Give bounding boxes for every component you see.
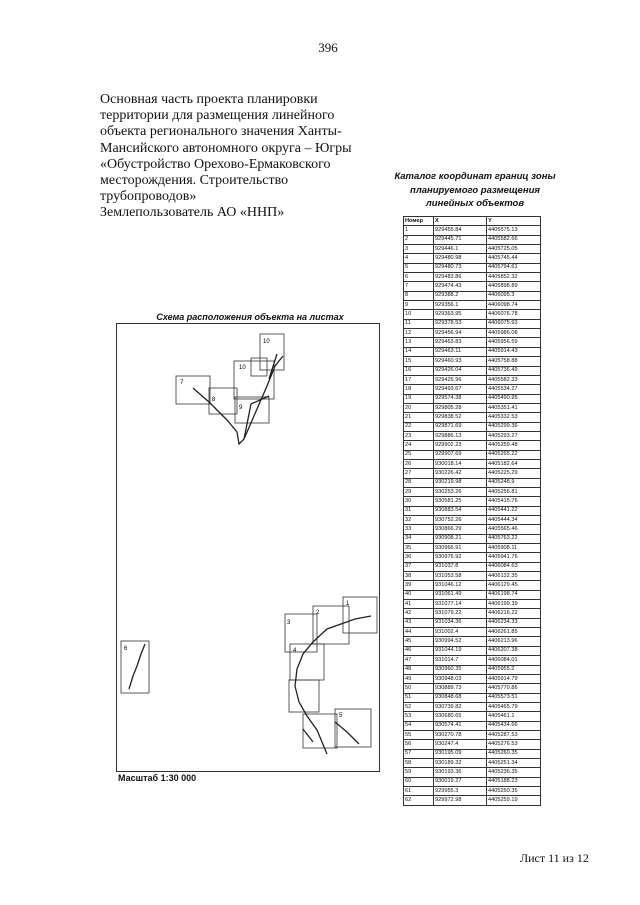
table-row <box>404 310 541 319</box>
cell-x: 930189.32 <box>434 758 487 767</box>
cell-number: 15 <box>404 357 434 366</box>
cell-y: 4406198.74 <box>487 590 541 599</box>
sheet-frame-5b <box>303 714 337 748</box>
cell-y: 4405465.79 <box>487 702 541 711</box>
table-row <box>404 674 541 683</box>
table-row <box>404 656 541 665</box>
cell-x: 929456.94 <box>434 329 487 338</box>
cell-x: 929886.13 <box>434 431 487 440</box>
cell-y: 4406199.39 <box>487 600 541 609</box>
cell-number: 55 <box>404 730 434 739</box>
cell-y: 4406084.63 <box>487 562 541 571</box>
cell-x: 931034.36 <box>434 618 487 627</box>
cell-y: 4406129.45 <box>487 581 541 590</box>
cell-y: 4405490.95 <box>487 394 541 403</box>
cell-y: 4405225.29 <box>487 469 541 478</box>
table-row <box>404 385 541 394</box>
title-line: территории для размещения линейного <box>100 108 335 124</box>
cell-y: 4405986.08 <box>487 329 541 338</box>
table-row <box>404 628 541 637</box>
table-row <box>404 347 541 356</box>
table-row <box>404 758 541 767</box>
table-row <box>404 422 541 431</box>
table-row <box>404 441 541 450</box>
table-row <box>404 646 541 655</box>
table-row <box>404 273 541 282</box>
cell-x: 930948.03 <box>434 674 487 683</box>
cell-x: 930019.27 <box>434 777 487 786</box>
cell-number: 23 <box>404 431 434 440</box>
cell-number: 61 <box>404 786 434 795</box>
table-row <box>404 609 541 618</box>
table-row <box>404 684 541 693</box>
cell-y: 4405575.13 <box>487 226 541 235</box>
table-row <box>404 366 541 375</box>
cell-x: 929426.96 <box>434 375 487 384</box>
catalog-title-line: линейных объектов <box>425 198 525 209</box>
cell-x: 930994.52 <box>434 637 487 646</box>
cell-number: 25 <box>404 450 434 459</box>
cell-x: 930883.54 <box>434 506 487 515</box>
table-row <box>404 226 541 235</box>
cell-number: 51 <box>404 693 434 702</box>
cell-x: 929388.2 <box>434 291 487 300</box>
cell-number: 43 <box>404 618 434 627</box>
cell-x: 930739.82 <box>434 702 487 711</box>
table-row <box>404 301 541 310</box>
cell-number: 7 <box>404 282 434 291</box>
pipeline-route-south <box>295 616 371 754</box>
cell-y: 4405293.27 <box>487 431 541 440</box>
cell-x: 929356.1 <box>434 301 487 310</box>
table-row <box>404 553 541 562</box>
cell-y: 4405259.48 <box>487 441 541 450</box>
cell-y: 4405351.41 <box>487 403 541 412</box>
cell-x: 930247.4 <box>434 740 487 749</box>
cell-number: 60 <box>404 777 434 786</box>
cell-y: 4405770.86 <box>487 684 541 693</box>
cell-y: 4406234.33 <box>487 618 541 627</box>
cell-y: 4406216.22 <box>487 609 541 618</box>
cell-x: 930966.91 <box>434 544 487 553</box>
cell-y: 4405441.22 <box>487 506 541 515</box>
title-line: Мансийского автономного округа – Югры <box>100 140 352 156</box>
cell-x: 930193.36 <box>434 768 487 777</box>
cell-number: 20 <box>404 403 434 412</box>
scheme-map <box>116 323 380 772</box>
cell-y: 4405908.11 <box>487 544 541 553</box>
cell-number: 28 <box>404 478 434 487</box>
cell-x: 929574.38 <box>434 394 487 403</box>
cell-x: 930574.41 <box>434 721 487 730</box>
cell-number: 4 <box>404 254 434 263</box>
table-row <box>404 413 541 422</box>
table-row <box>404 319 541 328</box>
table-row <box>404 600 541 609</box>
cell-x: 930195.09 <box>434 749 487 758</box>
cell-x: 930908.21 <box>434 534 487 543</box>
cell-number: 53 <box>404 712 434 721</box>
cell-x: 930680.65 <box>434 712 487 721</box>
cell-number: 52 <box>404 702 434 711</box>
table-row <box>404 291 541 300</box>
cell-number: 57 <box>404 749 434 758</box>
table-row <box>404 712 541 721</box>
table-row <box>404 487 541 496</box>
cell-y: 4405534.27 <box>487 385 541 394</box>
cell-y: 4405573.51 <box>487 693 541 702</box>
cell-y: 4405182.64 <box>487 459 541 468</box>
cell-x: 931044.19 <box>434 646 487 655</box>
cell-number: 38 <box>404 572 434 581</box>
table-row <box>404 329 541 338</box>
cell-y: 4406095.3 <box>487 291 541 300</box>
cell-x: 929426.04 <box>434 366 487 375</box>
title-line: месторождения. Строительство <box>100 173 289 189</box>
cell-number: 9 <box>404 301 434 310</box>
table-row <box>404 282 541 291</box>
cell-number: 56 <box>404 740 434 749</box>
table-row <box>404 497 541 506</box>
cell-y: 4405434.66 <box>487 721 541 730</box>
cell-y: 4405251.34 <box>487 758 541 767</box>
table-row <box>404 516 541 525</box>
cell-number: 21 <box>404 413 434 422</box>
table-row <box>404 637 541 646</box>
cell-number: 17 <box>404 375 434 384</box>
table-row <box>404 478 541 487</box>
cell-y: 4405299.36 <box>487 422 541 431</box>
cell-number: 19 <box>404 394 434 403</box>
cell-y: 4405260.35 <box>487 749 541 758</box>
sheet-frame-4b <box>289 680 319 712</box>
cell-y: 4405725.05 <box>487 245 541 254</box>
sheet-label-6: 6 <box>124 646 128 652</box>
cell-number: 39 <box>404 581 434 590</box>
table-row <box>404 749 541 758</box>
header-y: Y <box>487 217 541 226</box>
cell-x: 931014.7 <box>434 656 487 665</box>
sheet-label-10-b: 10 <box>239 365 246 371</box>
cell-x: 929446.1 <box>434 245 487 254</box>
cell-x: 929480.73 <box>434 263 487 272</box>
cell-y: 4406084.01 <box>487 656 541 665</box>
cell-y: 4406075.93 <box>487 319 541 328</box>
sheet-label-4: 4 <box>293 648 297 654</box>
cell-number: 54 <box>404 721 434 730</box>
table-row <box>404 403 541 412</box>
title-line: Землепользователь АО «ННП» <box>100 205 285 221</box>
cell-number: 31 <box>404 506 434 515</box>
header-x: X <box>434 217 487 226</box>
cell-number: 6 <box>404 273 434 282</box>
coordinates-table <box>403 216 541 806</box>
cell-y: 4405248.9 <box>487 478 541 487</box>
table-row <box>404 562 541 571</box>
cell-x: 931053.58 <box>434 572 487 581</box>
table-row <box>404 786 541 795</box>
cell-y: 4405736.49 <box>487 366 541 375</box>
table-row <box>404 357 541 366</box>
cell-x: 929480.98 <box>434 254 487 263</box>
cell-x: 930866.29 <box>434 525 487 534</box>
cell-number: 1 <box>404 226 434 235</box>
cell-number: 41 <box>404 600 434 609</box>
cell-number: 50 <box>404 684 434 693</box>
cell-x: 930219.98 <box>434 478 487 487</box>
table-row <box>404 796 541 805</box>
cell-y: 4405461.1 <box>487 712 541 721</box>
cell-x: 929463.83 <box>434 338 487 347</box>
catalog-title-line: Каталог координат границ зоны <box>394 171 556 182</box>
table-row <box>404 618 541 627</box>
cell-x: 930253.26 <box>434 487 487 496</box>
table-row <box>404 702 541 711</box>
cell-y: 4406213.96 <box>487 637 541 646</box>
catalog-title-line: планируемого размещения <box>410 184 540 196</box>
cell-y: 4405276.53 <box>487 740 541 749</box>
coordinates-body <box>404 226 541 805</box>
table-row <box>404 245 541 254</box>
cell-number: 34 <box>404 534 434 543</box>
cell-x: 929483.86 <box>434 273 487 282</box>
cell-y: 4405188.23 <box>487 777 541 786</box>
cell-number: 35 <box>404 544 434 553</box>
cell-number: 18 <box>404 385 434 394</box>
cell-x: 931079.22 <box>434 609 487 618</box>
cell-number: 36 <box>404 553 434 562</box>
document-title <box>100 92 380 222</box>
cell-x: 930226.42 <box>434 469 487 478</box>
cell-y: 4405582.66 <box>487 235 541 244</box>
table-row <box>404 777 541 786</box>
table-row <box>404 740 541 749</box>
cell-y: 4405415.76 <box>487 497 541 506</box>
cell-number: 16 <box>404 366 434 375</box>
cell-number: 14 <box>404 347 434 356</box>
cell-x: 929955.3 <box>434 786 487 795</box>
cell-number: 47 <box>404 656 434 665</box>
table-row <box>404 665 541 674</box>
sheet-footer: Лист 11 из 12 <box>520 851 589 865</box>
cell-y: 4405758.88 <box>487 357 541 366</box>
cell-x: 930848.68 <box>434 693 487 702</box>
cell-y: 4405250.35 <box>487 786 541 795</box>
cell-x: 929455.84 <box>434 226 487 235</box>
cell-x: 929474.43 <box>434 282 487 291</box>
table-row <box>404 525 541 534</box>
cell-number: 27 <box>404 469 434 478</box>
cell-y: 4405256.81 <box>487 487 541 496</box>
cell-y: 4405332.53 <box>487 413 541 422</box>
table-row <box>404 263 541 272</box>
cell-y: 4405914.43 <box>487 347 541 356</box>
table-row <box>404 506 541 515</box>
cell-x: 930889.73 <box>434 684 487 693</box>
cell-y: 4405941.76 <box>487 553 541 562</box>
cell-y: 4406207.38 <box>487 646 541 655</box>
cell-x: 929378.53 <box>434 319 487 328</box>
cell-y: 4405259.19 <box>487 796 541 805</box>
cell-number: 8 <box>404 291 434 300</box>
cell-number: 49 <box>404 674 434 683</box>
cell-y: 4405444.34 <box>487 516 541 525</box>
table-row <box>404 534 541 543</box>
pipeline-route-west <box>129 644 145 689</box>
table-row <box>404 459 541 468</box>
cell-y: 4405956.59 <box>487 338 541 347</box>
table-row <box>404 431 541 440</box>
header-number: Номер <box>404 217 434 226</box>
cell-x: 930752.26 <box>434 516 487 525</box>
table-row <box>404 235 541 244</box>
cell-number: 45 <box>404 637 434 646</box>
table-row <box>404 730 541 739</box>
cell-number: 37 <box>404 562 434 571</box>
cell-x: 931046.12 <box>434 581 487 590</box>
cell-x: 929445.71 <box>434 235 487 244</box>
cell-y: 4405265.22 <box>487 450 541 459</box>
cell-y: 4406076.78 <box>487 310 541 319</box>
sheet-label-9: 9 <box>239 405 243 411</box>
title-line: Основная часть проекта планировки <box>100 92 318 107</box>
cell-number: 2 <box>404 235 434 244</box>
scheme-drawing <box>117 324 379 771</box>
title-line: трубопроводов» <box>100 189 197 205</box>
cell-number: 59 <box>404 768 434 777</box>
cell-x: 931037.8 <box>434 562 487 571</box>
cell-y: 4405852.32 <box>487 273 541 282</box>
cell-number: 24 <box>404 441 434 450</box>
table-row <box>404 768 541 777</box>
scale-label: Масштаб 1:30 000 <box>118 773 197 783</box>
cell-number: 62 <box>404 796 434 805</box>
table-row <box>404 581 541 590</box>
cell-number: 11 <box>404 319 434 328</box>
cell-x: 929902.23 <box>434 441 487 450</box>
table-header-row <box>404 217 541 226</box>
cell-number: 42 <box>404 609 434 618</box>
cell-x: 929463.11 <box>434 347 487 356</box>
table-row <box>404 590 541 599</box>
cell-x: 931061.49 <box>434 590 487 599</box>
cell-x: 929805.28 <box>434 403 487 412</box>
table-row <box>404 450 541 459</box>
cell-y: 4405914.79 <box>487 674 541 683</box>
sheet-label-10: 10 <box>263 339 270 345</box>
cell-number: 22 <box>404 422 434 431</box>
cell-x: 929363.95 <box>434 310 487 319</box>
cell-number: 33 <box>404 525 434 534</box>
cell-y: 4405794.61 <box>487 263 541 272</box>
scheme-title: Схема расположения объекта на листах <box>156 312 344 322</box>
cell-x: 930976.92 <box>434 553 487 562</box>
catalog-title <box>390 170 560 211</box>
table-row <box>404 394 541 403</box>
cell-y: 4405236.35 <box>487 768 541 777</box>
sheet-label-5: 5 <box>339 713 343 719</box>
table-row <box>404 721 541 730</box>
table-row <box>404 572 541 581</box>
sheet-label-1: 1 <box>346 601 350 607</box>
cell-number: 10 <box>404 310 434 319</box>
sheet-label-2: 2 <box>316 610 320 616</box>
cell-y: 4405955.2 <box>487 665 541 674</box>
cell-x: 930581.25 <box>434 497 487 506</box>
cell-y: 4405565.46 <box>487 525 541 534</box>
cell-x: 930018.14 <box>434 459 487 468</box>
cell-y: 4405898.89 <box>487 282 541 291</box>
page-number: 396 <box>318 40 338 55</box>
cell-y: 4406261.85 <box>487 628 541 637</box>
cell-y: 4405745.44 <box>487 254 541 263</box>
cell-y: 4405287.53 <box>487 730 541 739</box>
cell-number: 48 <box>404 665 434 674</box>
cell-number: 46 <box>404 646 434 655</box>
cell-number: 44 <box>404 628 434 637</box>
sheet-label-3: 3 <box>287 620 291 626</box>
sheet-label-8: 8 <box>212 397 216 403</box>
cell-x: 929493.67 <box>434 385 487 394</box>
cell-number: 13 <box>404 338 434 347</box>
table-row <box>404 469 541 478</box>
cell-number: 30 <box>404 497 434 506</box>
cell-y: 4405763.22 <box>487 534 541 543</box>
cell-number: 26 <box>404 459 434 468</box>
cell-x: 931077.14 <box>434 600 487 609</box>
cell-x: 929907.69 <box>434 450 487 459</box>
title-line: «Обустройство Орехово-Ермаковского <box>100 156 331 172</box>
cell-x: 929871.69 <box>434 422 487 431</box>
cell-x: 929838.52 <box>434 413 487 422</box>
title-line: объекта регионального значения Ханты- <box>100 124 342 140</box>
cell-number: 40 <box>404 590 434 599</box>
cell-x: 931002.4 <box>434 628 487 637</box>
table-row <box>404 338 541 347</box>
cell-number: 3 <box>404 245 434 254</box>
cell-number: 58 <box>404 758 434 767</box>
cell-y: 4405582.33 <box>487 375 541 384</box>
table-row <box>404 693 541 702</box>
cell-x: 930960.35 <box>434 665 487 674</box>
cell-x: 930270.78 <box>434 730 487 739</box>
cell-y: 4406098.74 <box>487 301 541 310</box>
cell-number: 12 <box>404 329 434 338</box>
cell-x: 929460.93 <box>434 357 487 366</box>
cell-number: 29 <box>404 487 434 496</box>
table-row <box>404 254 541 263</box>
cell-number: 5 <box>404 263 434 272</box>
cell-y: 4406132.35 <box>487 572 541 581</box>
table-row <box>404 544 541 553</box>
cell-x: 929972.98 <box>434 796 487 805</box>
cell-number: 32 <box>404 516 434 525</box>
sheet-label-7: 7 <box>180 380 184 386</box>
table-row <box>404 375 541 384</box>
